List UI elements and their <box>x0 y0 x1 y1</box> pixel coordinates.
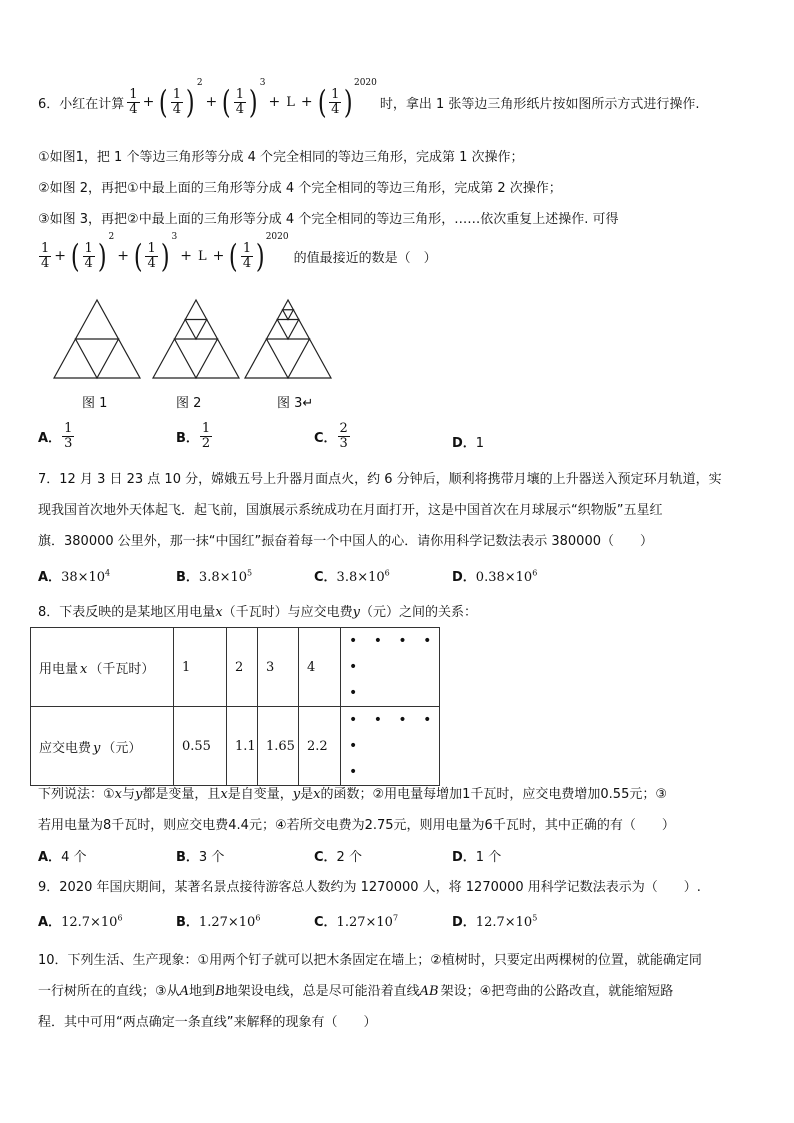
q6-figures <box>50 296 350 382</box>
q8-option-c[interactable]: C．2 个 <box>314 850 362 865</box>
q7-line1: 7．12 月 3 日 23 点 10 分，嫦娥五号上升器月面点火，约 6 分钟后，顺利将携带月壤的上升器送入预定环月轨道，实 <box>38 472 722 487</box>
figure-2-triangle <box>153 300 239 378</box>
q9-option-a[interactable]: A．$12.7\times 10^6$ <box>38 913 123 930</box>
q10-line2: 一行树所在的直线；③从A地到B地架设电线，总是尽可能沿着直线AB 架设；④把弯曲的公路改直，就能缩短路 <box>38 984 674 999</box>
table-cell: 0.55 <box>174 707 227 786</box>
table-cell: 2 <box>227 628 258 707</box>
table-cell-dots: • • • • • • <box>341 628 440 707</box>
q7-line2: 现我国首次地外天体起飞．起飞前，国旗展示系统成功在月面打开，这是中国首次在月球展示“织物版”五星红 <box>38 503 663 518</box>
fig3-label: 图 3↵ <box>277 396 314 411</box>
q6-frac-1: $\frac{1}{4}$ <box>129 86 138 117</box>
q6-step1: ①如图1，把 1 个等边三角形等分成 4 个完全相同的等边三角形，完成第 1 次操作； <box>38 150 524 165</box>
q6-option-b[interactable]: B． $\frac{1}{2}$ <box>176 421 211 451</box>
q10-line1: 10．下列生活、生产现象：①用两个钉子就可以把木条固定在墙上；②植树时，只要定出两棵树的位置，就能确定同 <box>38 953 702 968</box>
q8-option-a[interactable]: A．4 个 <box>38 850 87 865</box>
q9-line: 9．2020 年国庆期间，某著名景点接待游客总人数约为 1270000 人，将 1270000 用科学记数法表示为（ ）. <box>38 880 701 895</box>
q6-power-last: ( $\frac{1}{4}$ ) $^{2020}$ <box>317 78 377 121</box>
figure-3-triangle <box>245 300 331 378</box>
q6-intro-line: 6．小红在计算 $\frac{1}{4}$ + ( $\frac{1}{4}$ ) $^2$ + ( $\frac{1}{4}$ ) $^3$ + L + ( $\frac{1}{4}$ ) $^{2020}$ 时，拿出 1 张等边三角形纸片按如图所示方式进行操作. <box>38 78 700 121</box>
table-cell: 1.65 <box>258 707 299 786</box>
figure-1-triangle <box>54 300 140 378</box>
table-cell: 1 <box>174 628 227 707</box>
q6-step2: ②如图 2，再把①中最上面的三角形等分成 4 个完全相同的等边三角形，完成第 2 次操作； <box>38 181 562 196</box>
table-row-header: 用电量 x （千瓦时） <box>31 628 174 707</box>
table-row <box>31 628 440 707</box>
q9-option-d[interactable]: D．$12.7\times 10^5$ <box>452 913 538 930</box>
q6-step3: ③如图 3，再把②中最上面的三角形等分成 4 个完全相同的等边三角形，……依次重复上述操作. 可得 <box>38 212 619 227</box>
q6-power-3: ( $\frac{1}{4}$ ) $^3$ <box>222 78 266 121</box>
table-row <box>31 707 440 786</box>
q9-option-c[interactable]: C．$1.27\times 10^7$ <box>314 913 399 930</box>
q8-statement-line1: 下列说法：①x与y都是变量，且x是自变量，y是x的函数；②用电量每增加1千瓦时，应交电费增加0.55元；③ <box>38 787 667 802</box>
q7-option-d[interactable]: D．$0.38\times 10^6$ <box>452 568 538 585</box>
q6-after-expr: 时，拿出 1 张等边三角形纸片按如图所示方式进行操作. <box>379 96 700 112</box>
table-cell: 3 <box>258 628 299 707</box>
q6-option-a[interactable]: A． $\frac{1}{3}$ <box>38 421 73 451</box>
q8-option-b[interactable]: B．3 个 <box>176 850 225 865</box>
q6-closing: 的值最接近的数是（ ） <box>293 250 437 266</box>
q8-statement-line2: 若用电量为8千瓦时，则应交电费4.4元；④若所交电费为2.75元，则用电量为6千瓦时，其中正确的有（ ） <box>38 818 675 833</box>
q8-table <box>30 627 440 786</box>
q7-option-a[interactable]: A．$38\times 10^4$ <box>38 568 111 585</box>
q8-intro: 8．下表反映的是某地区用电量x（千瓦时）与应交电费y（元）之间的关系： <box>38 605 478 620</box>
q6-number-text: 6．小红在计算 <box>38 96 125 112</box>
q10-line3: 程．其中可用“两点确定一条直线”来解释的现象有（ ） <box>38 1015 377 1030</box>
q6-power-2: ( $\frac{1}{4}$ ) $^2$ <box>159 78 203 121</box>
table-row-header: 应交电费 y （元） <box>31 707 174 786</box>
q9-option-b[interactable]: B．$1.27\times 10^6$ <box>176 913 261 930</box>
q7-option-b[interactable]: B．$3.8\times 10^5$ <box>176 568 253 585</box>
table-cell: 4 <box>299 628 341 707</box>
q6-option-c[interactable]: C． $\frac{2}{3}$ <box>314 421 348 451</box>
q6-option-d[interactable]: D．1 <box>452 436 485 451</box>
fig2-label: 图 2 <box>176 396 202 411</box>
q6-expression-line: $\frac{1}{4}$ + ( $\frac{1}{4}$ ) $^2$ + ( $\frac{1}{4}$ ) $^3$ + L + ( $\frac{1}{4}$ ) $^{2020}$ 的值最接近的数是（ ） <box>41 232 437 275</box>
q7-option-c[interactable]: C．$3.8\times 10^6$ <box>314 568 390 585</box>
q7-line3: 旗．380000 公里外，那一抹“中国红”振奋着每一个中国人的心．请你用科学记数法表示 380000（ ） <box>38 534 653 549</box>
table-cell: 1.1 <box>227 707 258 786</box>
table-cell-dots: • • • • • • <box>341 707 440 786</box>
q8-option-d[interactable]: D．1 个 <box>452 850 502 865</box>
fig1-label: 图 1 <box>82 396 108 411</box>
table-cell: 2.2 <box>299 707 341 786</box>
